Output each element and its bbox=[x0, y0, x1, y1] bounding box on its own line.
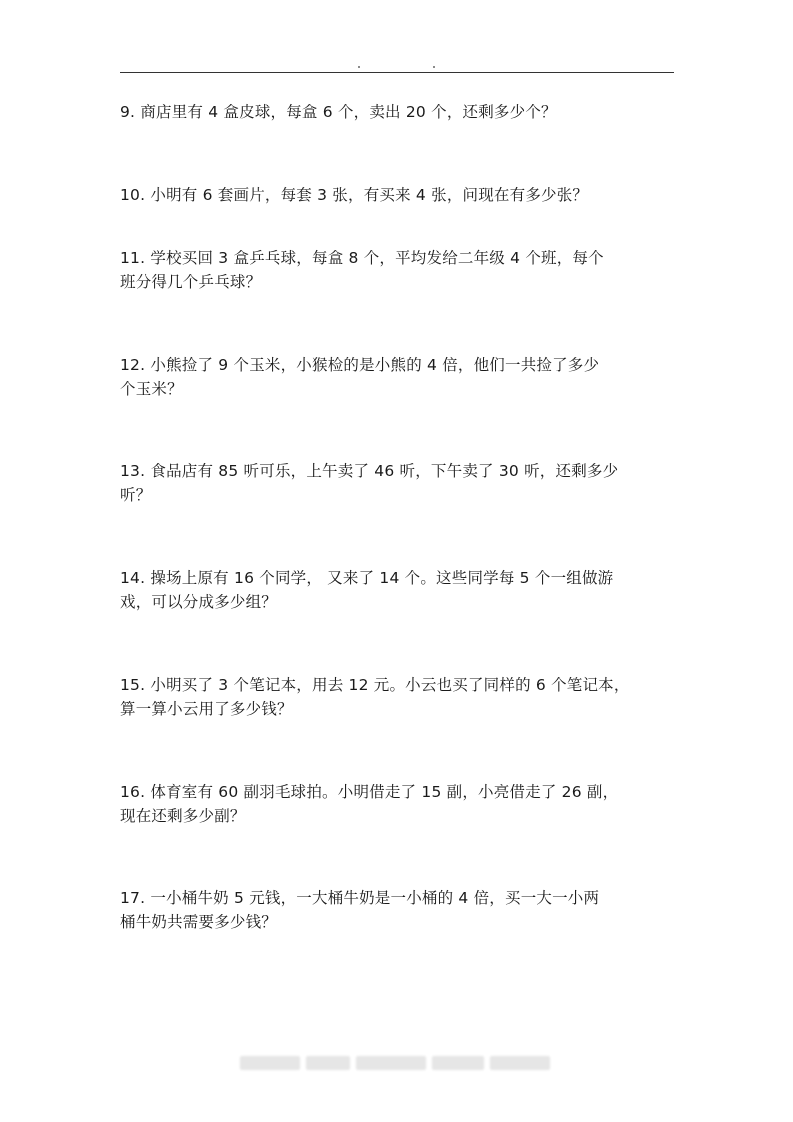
problem-12 bbox=[120, 353, 676, 401]
watermark-block bbox=[356, 1056, 426, 1070]
problem-line: 17. 一小桶牛奶 5 元钱，一大桶牛奶是一小桶的 4 倍，买一大一小两 bbox=[120, 889, 600, 907]
problem-line: 12. 小熊捡了 9 个玉米，小猴检的是小熊的 4 倍，他们一共捡了多少 bbox=[120, 356, 600, 374]
header-dot bbox=[358, 66, 360, 68]
header-dot bbox=[433, 66, 435, 68]
watermark-block bbox=[240, 1056, 300, 1070]
problem-line: 15. 小明买了 3 个笔记本，用去 12 元。小云也买了同样的 6 个笔记本， bbox=[120, 676, 630, 694]
problem-line: 算一算小云用了多少钱？ bbox=[120, 700, 293, 718]
problem-11 bbox=[120, 246, 676, 294]
problem-line: 14. 操场上原有 16 个同学， 又来了 14 个。这些同学每 5 个一组做游 bbox=[120, 569, 614, 587]
problem-13 bbox=[120, 459, 676, 507]
problem-16 bbox=[120, 780, 676, 828]
watermark-block bbox=[432, 1056, 484, 1070]
problem-17 bbox=[120, 886, 676, 934]
problem-15 bbox=[120, 673, 676, 721]
watermark-block bbox=[306, 1056, 350, 1070]
problem-line: 13. 食品店有 85 听可乐，上午卖了 46 听，下午卖了 30 听，还剩多少 bbox=[120, 462, 619, 480]
problem-line: 听？ bbox=[120, 486, 152, 504]
problem-10 bbox=[120, 183, 676, 207]
watermark-block bbox=[490, 1056, 550, 1070]
header-rule bbox=[120, 72, 674, 73]
problem-line: 11. 学校买回 3 盒乒乓球，每盒 8 个，平均发给二年级 4 个班，每个 bbox=[120, 249, 604, 267]
problem-line: 个玉米？ bbox=[120, 380, 183, 398]
footer-watermark bbox=[240, 1056, 556, 1070]
problem-14 bbox=[120, 566, 676, 614]
problem-line: 16. 体育室有 60 副羽毛球拍。小明借走了 15 副，小亮借走了 26 副， bbox=[120, 783, 619, 801]
problem-line: 戏，可以分成多少组？ bbox=[120, 593, 278, 611]
problem-line: 桶牛奶共需要多少钱？ bbox=[120, 913, 278, 931]
problem-line: 9. 商店里有 4 盒皮球，每盒 6 个，卖出 20 个，还剩多少个？ bbox=[120, 103, 557, 121]
problem-line: 现在还剩多少副？ bbox=[120, 807, 246, 825]
problem-line: 班分得几个乒乓球？ bbox=[120, 273, 262, 291]
problem-line: 10. 小明有 6 套画片，每套 3 张，有买来 4 张，问现在有多少张？ bbox=[120, 186, 589, 204]
problem-9 bbox=[120, 100, 676, 124]
